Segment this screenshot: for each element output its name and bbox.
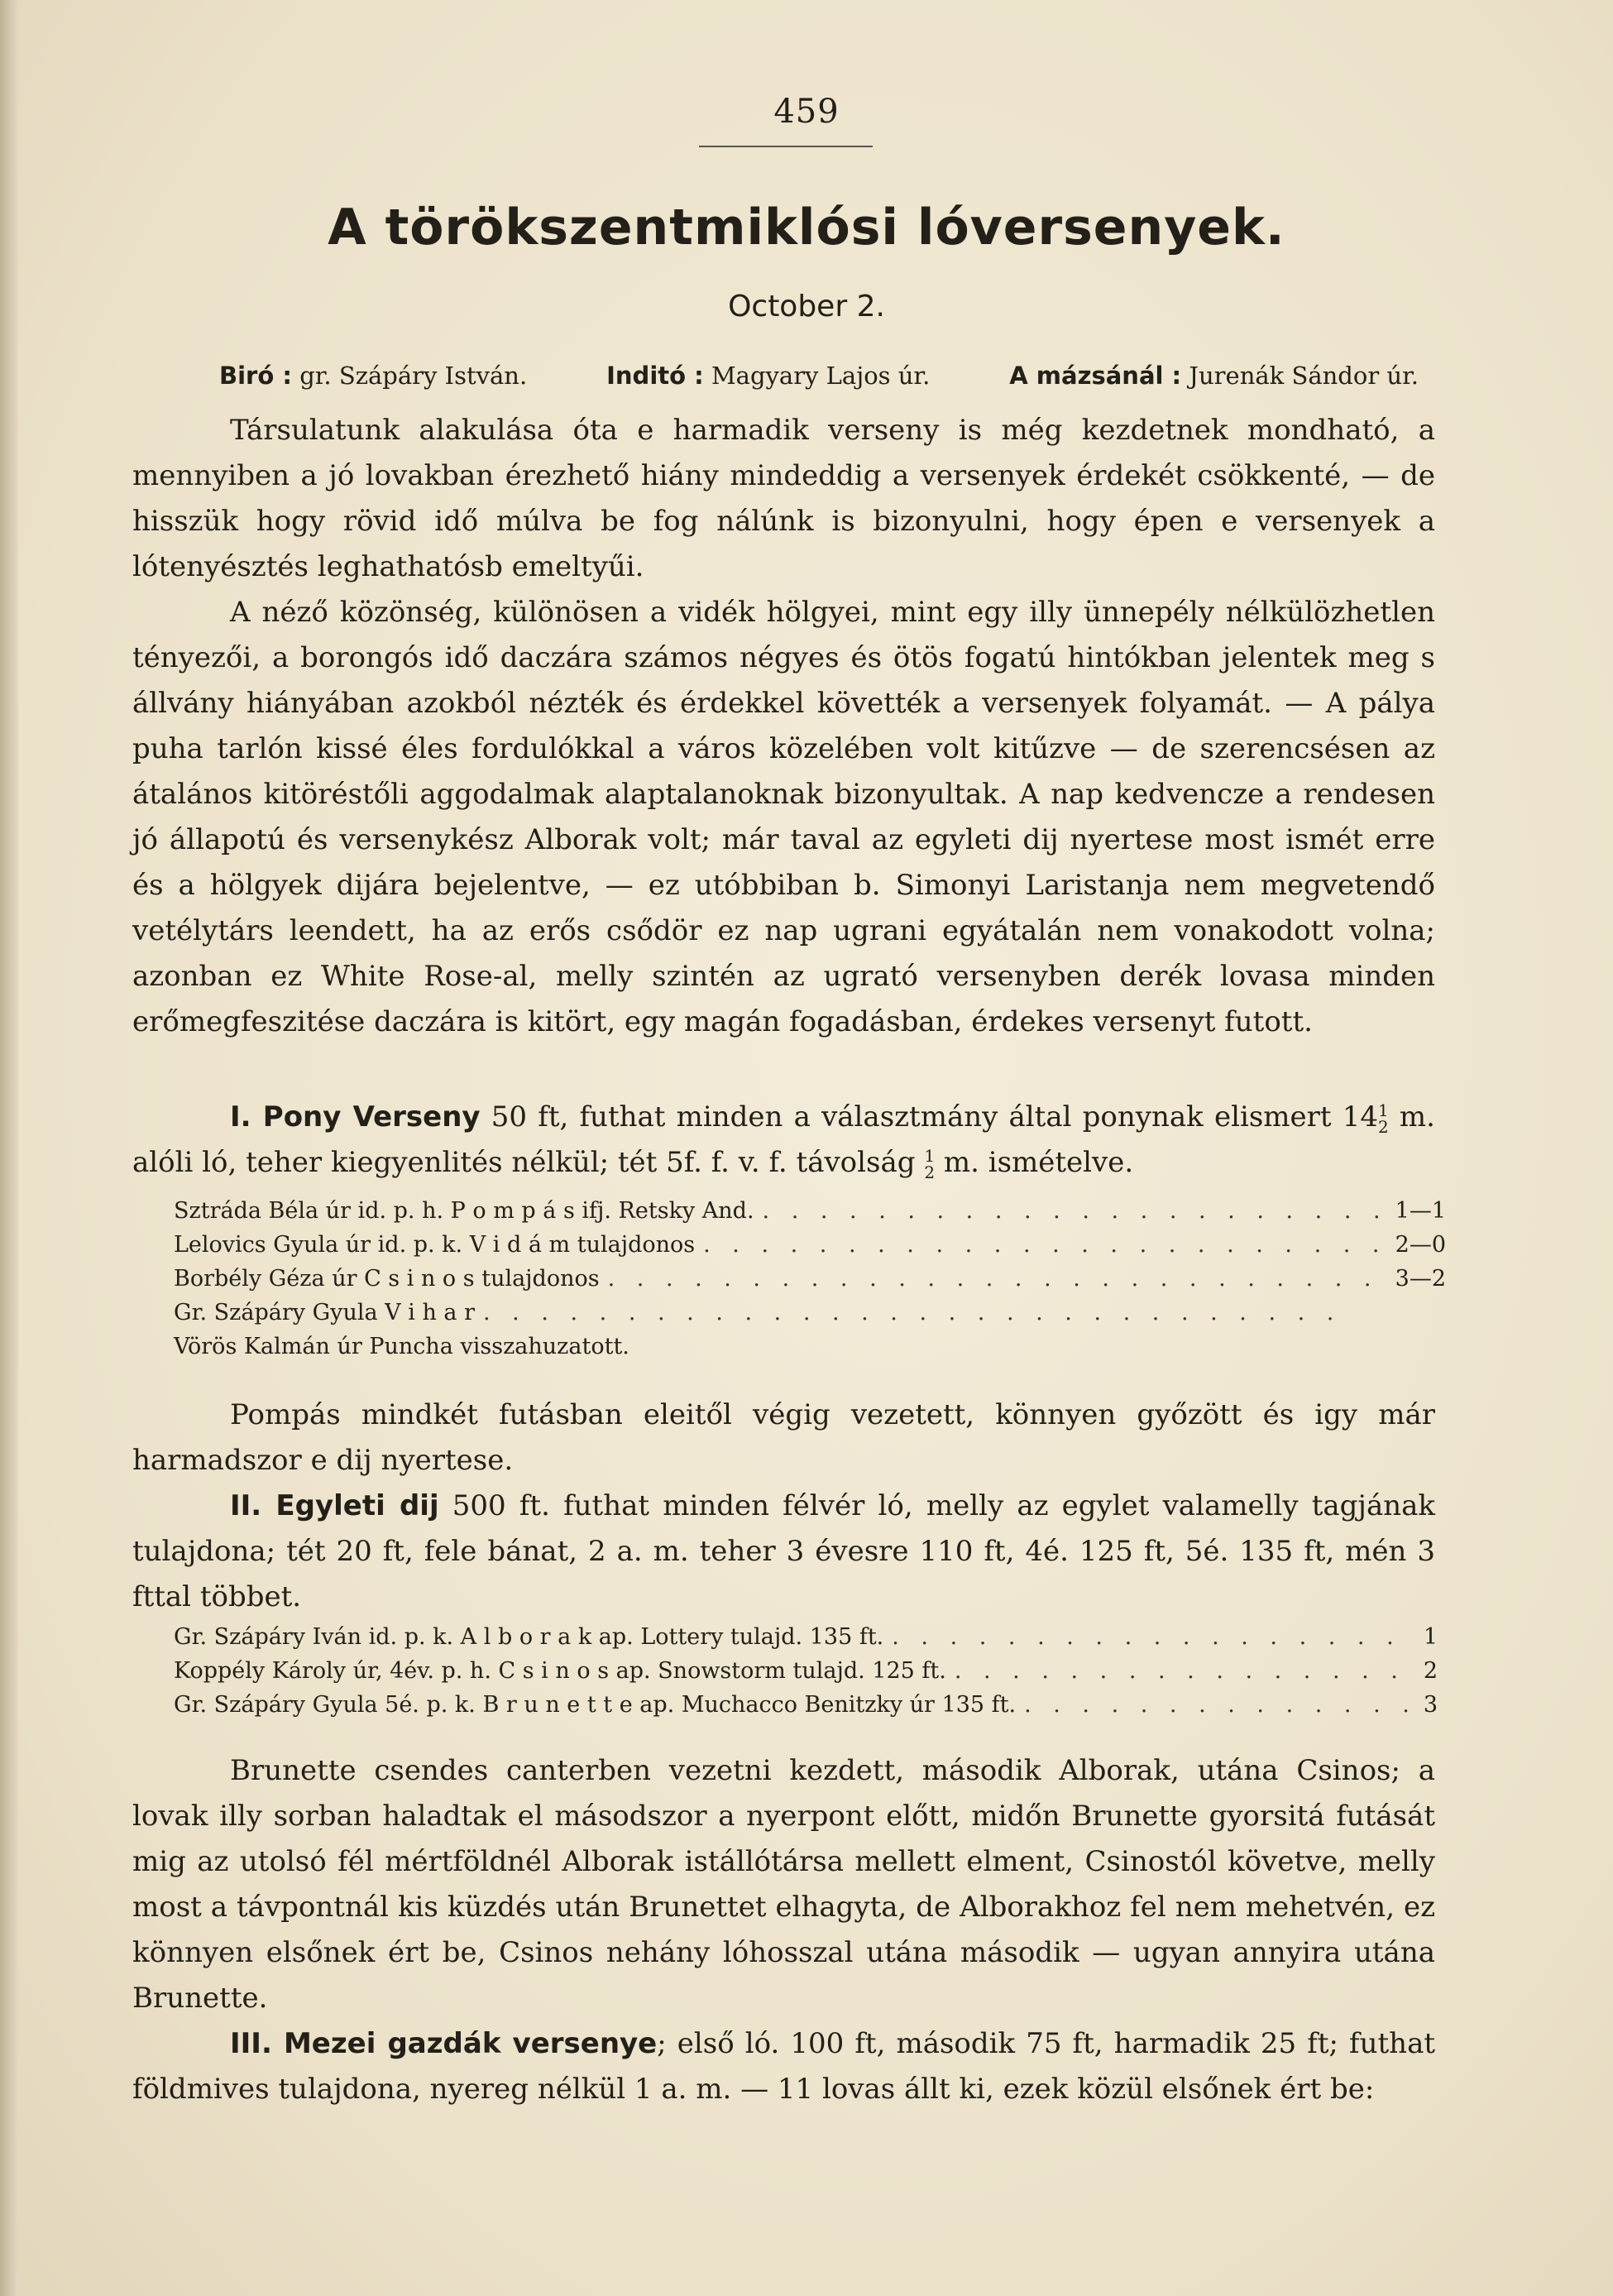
result-row: Sztráda Béla úr id. p. h. P o m p á s ifj. Retsky And. . . . 1—1 xyxy=(174,1194,1446,1228)
race3-description: III. Mezei gazdák versenye; első ló. 100 ft, második 75 ft, harmadik 25 ft; futhat földmives tulajdona, nyereg nélkül 1 a. m. — 11 lovas állt ki, ezek közül elsőnek ért be: xyxy=(132,2027,1436,2106)
fraction-half: 1 2 xyxy=(924,1146,936,1182)
race2-description: II. Egyleti dij 500 ft. futhat minden félvér ló, melly az egylet valamelly tagjának tulajdona; tét 20 ft, fele bánat, 2 a. m. teher 3 évesre 110 ft, 4é. 125 ft, 5é. 135 ft, mén 3 fttal többet. xyxy=(132,1489,1435,1613)
officials-scale: A mázsánál : Jurenák Sándor úr. xyxy=(1009,362,1419,390)
result-row: Gr. Szápáry Gyula 5é. p. k. B r u n e t t e ap. Muchacco Benitzky úr 135 ft. . . . 3 xyxy=(174,1688,1438,1722)
result-row-withdrawn: Vörös Kalmán úr Puncha visszahuzatott. xyxy=(174,1334,629,1359)
page-number-rule xyxy=(699,146,873,147)
officials-judge: Biró : gr. Szápáry István. xyxy=(219,362,528,390)
race2-heading: II. Egyleti dij xyxy=(230,1489,439,1522)
page-spine-shadow xyxy=(0,0,18,2296)
paragraph-intro: Társulatunk alakulása óta e harmadik verseny is még kezdetnek mondható, a mennyiben a jó lovakban érezhető hiány mindeddig a versenyek érdekét csökkenté, — de hisszük hogy rövid idő múlva be fog nálúnk is bizonyulni, hogy épen e versenyek a lótenyésztés leghathatósb emeltyűi. xyxy=(132,414,1435,583)
race1-description: I. Pony Verseny 50 ft, futhat minden a választmány által ponynak elismert 141 2 m. alóli ló, teher kiegyenlités nélkül; tét 5f. f. v. f. távolság 1 2 m. ismételve. xyxy=(132,1100,1435,1182)
result-row: Koppély Károly úr, 4év. p. h. C s i n o s ap. Snowstorm tulajd. 125 ft. . . . 2 xyxy=(174,1654,1438,1688)
fraction-half: 1 2 xyxy=(1378,1100,1389,1137)
article-title: A törökszentmiklósi lóversenyek. xyxy=(328,199,1285,256)
race1-results xyxy=(174,1194,1446,1364)
race3-heading: III. Mezei gazdák versenye xyxy=(230,2027,658,2060)
page-number: 459 xyxy=(773,93,840,131)
result-row: Borbély Géza úr C s i n o s tulajdonos . . . 3—2 xyxy=(174,1262,1446,1296)
race1-comment: Pompás mindkét futásban eleitől végig vezetett, könnyen győzött és igy már harmadszor e dij nyertese. xyxy=(132,1398,1435,1477)
result-row: Lelovics Gyula úr id. p. k. V i d á m tulajdonos . . . 2—0 xyxy=(174,1228,1446,1262)
race2-comment: Brunette csendes canterben vezetni kezdett, második Alborak, utána Csinos; a lovak illy sorban haladtak el másodszor a nyerpont előtt, midőn Brunette gyorsitá futását mig az utolsó fél mértföldnél Alborak istállótársa mellett elment, Csinostól követve, melly most a távpontnál kis küzdés után Brunettet elhagyta, de Alborakhoz fel nem mehetvén, ez könnyen elsőnek ért be, Csinos nehány lóhosszal utána második — ugyan annyira utána Brunette. xyxy=(132,1754,1435,2015)
officials-line xyxy=(219,362,1419,390)
officials-starter: Inditó : Magyary Lajos úr. xyxy=(606,362,931,390)
race1-heading: I. Pony Verseny xyxy=(230,1100,481,1134)
paragraph-audience: A néző közönség, különösen a vidék hölgyei, mint egy illy ünnepély nélkülözhetlen tényezői, a borongós idő daczára számos négyes és ötös fogatú hintókban jelentek meg s állvány hiányában azokból nézték és érdekkel követték a versenyek folyamát. — A pálya puha tarlón kissé éles fordulókkal a város közelében volt kitűzve — de szerencsésen az átalános kitöréstőli aggodalmak alaptalanoknak bizonyultak. A nap kedvencze a rendesen jó állapotú és versenykész Alborak volt; már taval az egyleti dij nyertese most ismét erre és a hölgyek dijára bejelentve, — ez utóbbiban b. Simonyi Laristanja nem megvetendő vetélytárs leendett, ha az erős csődör ez nap ugrani egyátalán nem vonakodott volna; azonban ez White Rose-al, melly szintén az ugrató versenyben derék lovasa minden erőmegfeszitése daczára is kitört, egy magán fogadásban, érdekes versenyt futott. xyxy=(132,596,1435,1038)
race2-results xyxy=(174,1620,1438,1722)
article-date: October 2. xyxy=(728,290,885,324)
result-row: Gr. Szápáry Gyula V i h a r . . . xyxy=(174,1296,1365,1330)
result-row: Gr. Szápáry Iván id. p. k. A l b o r a k ap. Lottery tulajd. 135 ft. . . . 1 xyxy=(174,1620,1438,1654)
